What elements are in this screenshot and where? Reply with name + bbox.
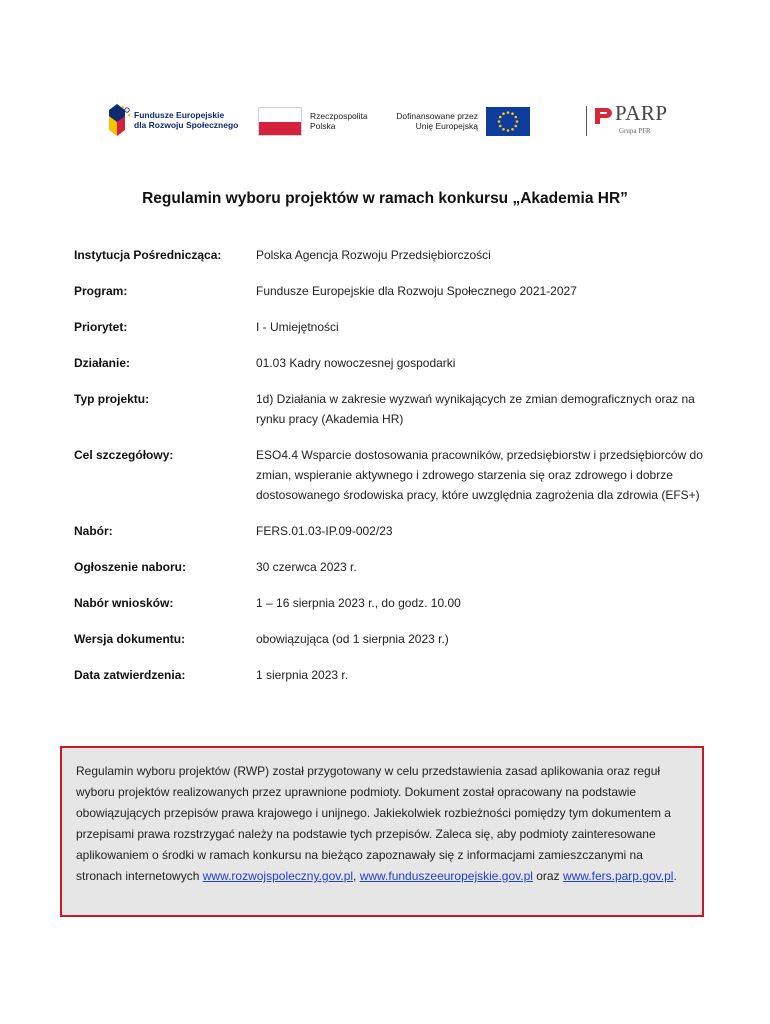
- info-label: Działanie:: [74, 356, 131, 370]
- eu-star-icon: [511, 128, 514, 131]
- info-value: 1 – 16 sierpnia 2023 r., do godz. 10.00: [256, 596, 461, 610]
- parp-logo-subtitle: Grupa PFR: [619, 127, 651, 135]
- info-value: Fundusze Europejskie dla Rozwoju Społecznego 2021-2027: [256, 284, 577, 298]
- info-label: Program:: [74, 284, 128, 298]
- info-row-call: [74, 521, 714, 541]
- eu-star-icon: [502, 112, 505, 115]
- info-label: Priorytet:: [74, 320, 128, 334]
- eu-star-icon: [514, 116, 517, 119]
- info-row-version: [74, 629, 714, 649]
- info-label: Ogłoszenie naboru:: [74, 560, 187, 574]
- info-row-applications: [74, 593, 714, 613]
- fe-line2: dla Rozwoju Społecznego: [134, 120, 239, 130]
- info-value: FERS.01.03-IP.09-002/23: [256, 524, 393, 538]
- eu-cofunded-logo-text: [390, 111, 478, 131]
- info-value: 1 sierpnia 2023 r.: [256, 668, 349, 682]
- eu-line2: Unię Europejską: [415, 121, 478, 131]
- rp-line2: Polska: [310, 121, 336, 131]
- rp-line1: Rzeczpospolita: [310, 111, 368, 121]
- info-label: Instytucja Pośrednicząca:: [74, 248, 222, 262]
- info-label: Cel szczegółowy:: [74, 448, 174, 462]
- notice-separator: ,: [353, 869, 360, 883]
- notice-text: [76, 761, 690, 887]
- info-row-action: [74, 353, 714, 373]
- eu-star-icon: [499, 116, 502, 119]
- eu-star-icon: [507, 111, 510, 114]
- info-row-approval-date: [74, 665, 714, 685]
- eu-star-icon: [502, 128, 505, 131]
- info-label: Wersja dokumentu:: [74, 632, 186, 646]
- info-label: Typ projektu:: [74, 392, 150, 406]
- info-row-priority: [74, 317, 714, 337]
- info-label: Nabór:: [74, 524, 113, 538]
- eu-star-icon: [514, 125, 517, 128]
- eu-star-icon: [498, 120, 501, 123]
- notice-box: [60, 746, 704, 917]
- polish-flag-icon: [258, 107, 302, 136]
- notice-body: Regulamin wyboru projektów (RWP) został przygotowany w celu przedstawienia zasad aplikowania oraz reguł wyboru projektów realizowanych przez uprawnione podmioty. Dokument został opracowany na podstawie obowiązujących przepisów prawa krajowego i unijnego. Jakiekolwiek rozbieżności pomiędzy tym dokumentem a przepisami prawa rozstrzygać należy na podstawie tych przepisów. Zaleca się, aby podmioty zainteresowane aplikowaniem o środki w ramach konkursu na bieżąco zapoznawały się z informacjami zamieszczanymi na stronach internetowych: [76, 764, 671, 883]
- link-fers-parp[interactable]: www.fers.parp.gov.pl: [562, 869, 674, 883]
- info-label: Data zatwierdzenia:: [74, 668, 186, 682]
- info-value: Polska Agencja Rozwoju Przedsiębiorczości: [256, 248, 491, 262]
- eu-star-icon: [507, 129, 510, 132]
- parp-logo-text: PARP: [615, 101, 668, 125]
- info-value: obowiązująca (od 1 sierpnia 2023 r.): [256, 632, 449, 646]
- eu-line1: Dofinansowane przez: [396, 111, 478, 121]
- eu-star-icon: [516, 120, 519, 123]
- notice-end: .: [673, 869, 677, 883]
- eu-flag-icon: [486, 107, 530, 136]
- info-row-project-type: [74, 389, 714, 429]
- document-title: Regulamin wyboru projektów w ramach konkursu „Akademia HR”: [142, 190, 628, 207]
- info-row-specific-goal: [74, 445, 714, 505]
- info-label: Nabór wniosków:: [74, 596, 174, 610]
- logo-bar: [0, 100, 770, 150]
- eu-star-icon: [511, 112, 514, 115]
- link-rozwojspoleczny[interactable]: www.rozwojspoleczny.gov.pl: [202, 869, 354, 883]
- info-value: 1d) Działania w zakresie wyzwań wynikających ze zmian demograficznych oraz na rynku pracy (Akademia HR): [256, 392, 695, 426]
- rzeczpospolita-logo-text: [310, 111, 368, 131]
- fe-line1: Fundusze Europejskie: [134, 110, 225, 120]
- info-value: 30 czerwca 2023 r.: [256, 560, 357, 574]
- eu-star-icon: [499, 125, 502, 128]
- logo-divider: [586, 106, 587, 136]
- info-row-program: [74, 281, 714, 301]
- info-row-institution: [74, 245, 714, 265]
- info-table: [74, 245, 714, 701]
- parp-logo-mark-icon: [592, 105, 614, 127]
- info-value: ESO4.4 Wsparcie dostosowania pracowników, przedsiębiorstw i przedsiębiorców do zmian, wspieranie aktywnego i zdrowego starzenia się oraz zdrowego i dobrze dostosowanego środowiska pracy, które uwzględnia zagrożenia dla zdrowia (EFS+): [256, 448, 703, 502]
- info-value: I - Umiejętności: [256, 320, 339, 334]
- info-value: 01.03 Kadry nowoczesnej gospodarki: [256, 356, 456, 370]
- info-row-announcement: [74, 557, 714, 577]
- fundusze-europejskie-logo-text: [134, 110, 238, 130]
- notice-separator: oraz: [532, 869, 563, 883]
- link-funduszeeuropejskie[interactable]: www.funduszeeuropejskie.gov.pl: [359, 869, 533, 883]
